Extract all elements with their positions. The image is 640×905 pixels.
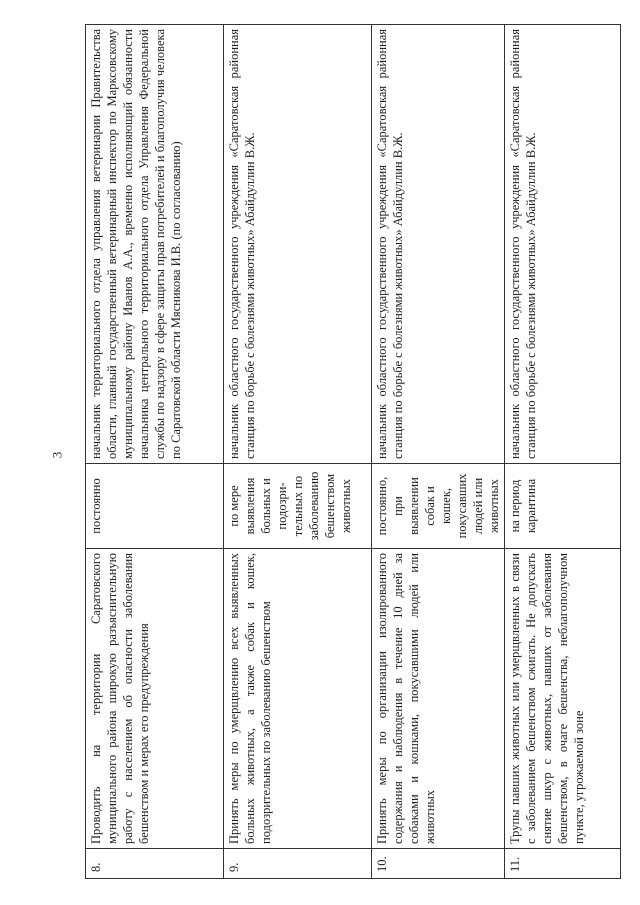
- deadline-text: постоянно: [86, 464, 224, 549]
- row-number: 11.: [505, 849, 621, 879]
- responsible-text: начальник территориального отдела управления ветеринарии Правительства области, главный государственный ветеринарный инспектор по Марксовскому муниципальному району Иванов А.А., временно исполняющий обязанности начальника центрального территориального отдела Управления Федеральной службы по надзору в сфере защиты прав потребителей и благополучия человека по Саратовской области Мясникова И.В. (по согласованию): [86, 25, 224, 464]
- table-row: [224, 25, 372, 879]
- measure-text: Принять меры по умерщвлению всех выявленных больных животных, а также собак и кошек, подозрительных по заболеванию бешенством: [224, 549, 372, 849]
- deadline-text: постоянно, при выявлении собак и кошек, покусавших людей или животных: [372, 464, 505, 549]
- measure-text: Проводить на территории Саратовского муниципального района широкую разъяснительную работу с населением об опасности заболевания бешенством и мерах его предупреждения: [86, 549, 224, 849]
- deadline-text: на период карантина: [505, 464, 621, 549]
- page-number: 3: [49, 451, 65, 459]
- measure-text: Трупы павших животных или умерщвленных в связи с заболеванием бешенством сжигать. Не допускать снятие шкур с животных, павших от заболевания бешенством, в очаге бешенства, неблагополучном пункте, угрожаемой зоне: [505, 549, 621, 849]
- rotated-page-content: [85, 25, 607, 879]
- measures-table: [85, 24, 621, 879]
- row-number: 8.: [86, 849, 224, 879]
- row-number: 9.: [224, 849, 372, 879]
- measure-text: Принять меры по организации изолированного содержания и наблюдения в течение 10 дней за собаками и кошками, покусавшими людей или животных: [372, 549, 505, 849]
- row-number: 10.: [372, 849, 505, 879]
- table-row: [372, 25, 505, 879]
- responsible-text: начальник областного государственного учреждения «Саратовская районная станция по борьбе с болезнями животных» Абайдуллин В.Ж.: [224, 25, 372, 464]
- responsible-text: начальник областного государственного учреждения «Саратовская районная станция по борьбе с болезнями животных» Абайдуллин В.Ж.: [372, 25, 505, 464]
- table-row: [505, 25, 621, 879]
- responsible-text: начальник областного государственного учреждения «Саратовская районная станция по борьбе с болезнями животных» Абайдуллин В.Ж.: [505, 25, 621, 464]
- table-row: [86, 25, 224, 879]
- deadline-text: по мере выявления больных и подозри-тельных по заболеванию бешенством животных: [224, 464, 372, 549]
